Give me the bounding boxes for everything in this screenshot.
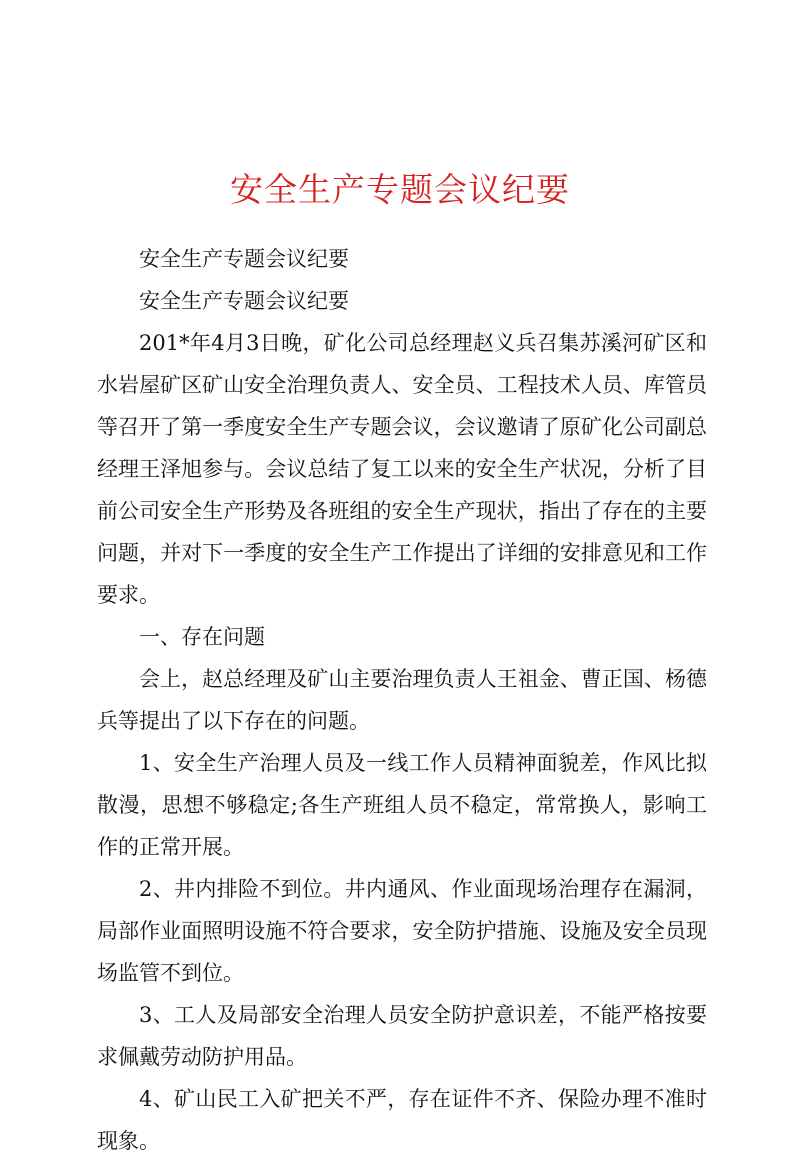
paragraph-subtitle-1: 安全生产专题会议纪要 [139,247,349,271]
paragraph-item-2: 2、井内排险不到位。井内通风、作业面现场治理存在漏洞，局部作业面照明设施不符合要求，安全防护措施、设施及安全员现场监管不到位。 [97,877,707,985]
paragraph-intro: 201*年4月3日晚，矿化公司总经理赵义兵召集苏溪河矿区和水岩屋矿区矿山安全治理负责人、安全员、工程技术人员、库管员等召开了第一季度安全生产专题会议，会议邀请了原矿化公司副总经理王泽旭参与。会议总结了复工以来的安全生产状况，分析了目前公司安全生产形势及各班组的安全生产现状，指出了存在的主要问题，并对下一季度的安全生产工作提出了详细的安排意见和工作要求。 [97,331,707,607]
document-body [97,238,707,1162]
section-heading-problems: 一、存在问题 [139,625,265,649]
paragraph-item-1: 1、安全生产治理人员及一线工作人员精神面貌差，作风比拟散漫，思想不够稳定;各生产班组人员不稳定，常常换人，影响工作的正常开展。 [97,751,707,859]
document-title: 安全生产专题会议纪要 [230,170,570,209]
paragraph-problems-intro: 会上，赵总经理及矿山主要治理负责人王祖金、曹正国、杨德兵等提出了以下存在的问题。 [97,667,707,733]
paragraph-item-3: 3、工人及局部安全治理人员安全防护意识差，不能严格按要求佩戴劳动防护用品。 [97,1003,707,1069]
paragraph-subtitle-2: 安全生产专题会议纪要 [139,289,349,313]
paragraph-item-4: 4、矿山民工入矿把关不严，存在证件不齐、保险办理不准时现象。 [97,1087,707,1153]
